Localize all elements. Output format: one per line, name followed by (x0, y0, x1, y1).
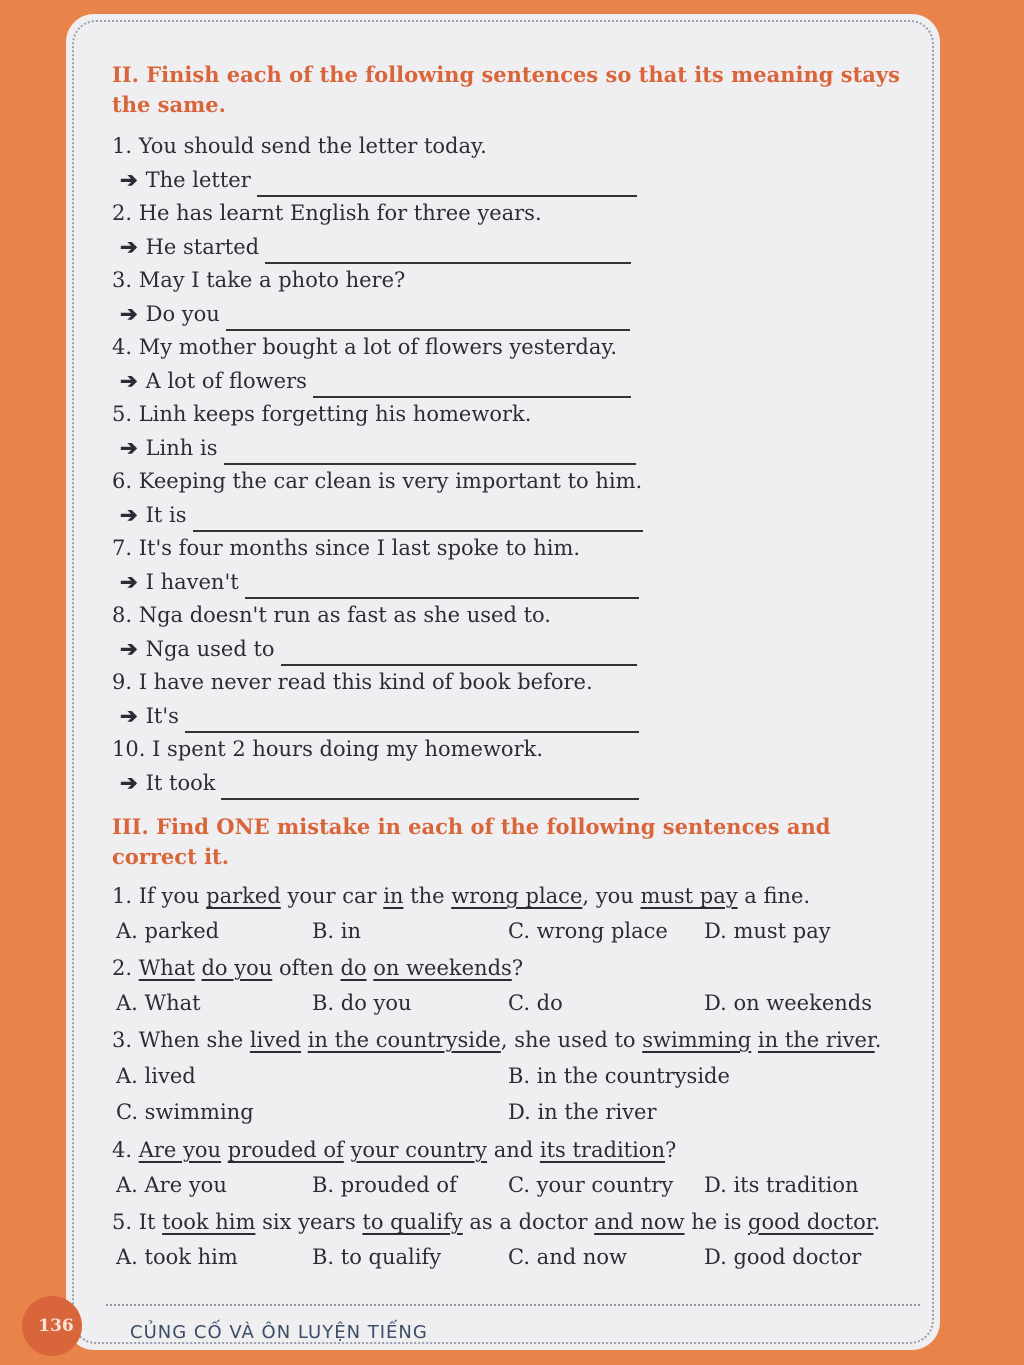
answer-prompt-1: The letter (145, 168, 251, 192)
arrow-icon: ➔ (120, 234, 138, 259)
blank-8[interactable] (281, 642, 637, 666)
question-3: 3. May I take a photo here? (112, 268, 406, 292)
option-d[interactable]: D. on weekends (704, 991, 873, 1015)
answer-line-6 (120, 498, 902, 532)
blank-4[interactable] (313, 374, 631, 398)
mc-question-1: 1. If you parked your car in the wrong place, you must pay a fine. (112, 884, 811, 908)
arrow-icon: ➔ (120, 167, 138, 192)
option-a[interactable]: A. lived (116, 1064, 196, 1088)
question-5: 5. Linh keeps forgetting his homework. (112, 402, 532, 426)
blank-7[interactable] (245, 575, 639, 599)
option-b[interactable]: B. in the countryside (508, 1064, 730, 1088)
workbook-page (66, 14, 940, 1350)
question-8: 8. Nga doesn't run as fast as she used to. (112, 603, 551, 627)
page-content (112, 60, 902, 1276)
option-a[interactable]: A. What (116, 991, 201, 1015)
mc-options-1 (116, 914, 902, 948)
mc-question-2: 2. What do you often do on weekends? (112, 956, 524, 980)
option-a[interactable]: A. parked (116, 919, 220, 943)
answer-prompt-5: Linh is (145, 436, 218, 460)
arrow-icon: ➔ (120, 502, 138, 527)
blank-5[interactable] (224, 441, 636, 465)
blank-10[interactable] (221, 776, 639, 800)
answer-line-4 (120, 364, 902, 398)
section-3-title: III. Find ONE mistake in each of the following sentences and correct it. (112, 814, 831, 869)
mc-options-5 (116, 1240, 902, 1274)
answer-line-9 (120, 699, 902, 733)
answer-line-2 (120, 230, 902, 264)
answer-prompt-10: It took (145, 771, 216, 795)
question-1: 1. You should send the letter today. (112, 134, 487, 158)
arrow-icon: ➔ (120, 636, 138, 661)
option-d[interactable]: D. must pay (704, 919, 831, 943)
blank-2[interactable] (265, 240, 631, 264)
arrow-icon: ➔ (120, 301, 138, 326)
option-a[interactable]: A. Are you (116, 1173, 227, 1197)
question-2: 2. He has learnt English for three years. (112, 201, 542, 225)
section-3-exercises (112, 878, 902, 1274)
arrow-icon: ➔ (120, 770, 138, 795)
answer-line-1 (120, 163, 902, 197)
answer-line-10 (120, 766, 902, 800)
option-b[interactable]: B. in (312, 919, 362, 943)
question-10: 10. I spent 2 hours doing my homework. (112, 737, 544, 761)
question-9: 9. I have never read this kind of book before. (112, 670, 593, 694)
question-4: 4. My mother bought a lot of flowers yesterday. (112, 335, 618, 359)
question-7: 7. It's four months since I last spoke to him. (112, 536, 581, 560)
blank-9[interactable] (185, 709, 639, 733)
page-number-badge: 136 (22, 1296, 82, 1356)
answer-line-5 (120, 431, 902, 465)
footer-divider (106, 1304, 920, 1306)
book-title: CỦNG CỐ VÀ ÔN LUYỆN TIẾNG (130, 1322, 428, 1343)
section-2-exercises (112, 130, 902, 800)
mc-options-3 (116, 1058, 902, 1130)
question-6: 6. Keeping the car clean is very important to him. (112, 469, 643, 493)
option-d[interactable]: D. its tradition (704, 1173, 859, 1197)
mc-options-2 (116, 986, 902, 1020)
option-d[interactable]: D. good doctor (704, 1245, 862, 1269)
mc-options-4 (116, 1168, 902, 1202)
mc-question-5: 5. It took him six years to qualify as a doctor and now he is good doctor. (112, 1210, 881, 1234)
arrow-icon: ➔ (120, 368, 138, 393)
blank-3[interactable] (226, 307, 630, 331)
arrow-icon: ➔ (120, 569, 138, 594)
answer-line-7 (120, 565, 902, 599)
answer-prompt-4: A lot of flowers (145, 369, 307, 393)
answer-prompt-3: Do you (145, 302, 220, 326)
arrow-icon: ➔ (120, 435, 138, 460)
mc-question-3: 3. When she lived in the countryside, she used to swimming in the river. (112, 1028, 882, 1052)
blank-6[interactable] (193, 508, 643, 532)
option-d[interactable]: D. in the river (508, 1100, 657, 1124)
section-2-title: II. Finish each of the following sentences so that its meaning stays the same. (112, 62, 900, 117)
option-c[interactable]: C. and now (508, 1245, 627, 1269)
option-b[interactable]: B. to qualify (312, 1245, 442, 1269)
option-c[interactable]: C. wrong place (508, 919, 668, 943)
answer-line-3 (120, 297, 902, 331)
option-c[interactable]: C. your country (508, 1173, 674, 1197)
answer-prompt-6: It is (145, 503, 187, 527)
answer-prompt-9: It's (145, 704, 179, 728)
option-c[interactable]: C. swimming (116, 1100, 254, 1124)
answer-line-8 (120, 632, 902, 666)
answer-prompt-8: Nga used to (145, 637, 275, 661)
mc-question-4: 4. Are you prouded of your country and its tradition? (112, 1138, 677, 1162)
option-b[interactable]: B. prouded of (312, 1173, 457, 1197)
arrow-icon: ➔ (120, 703, 138, 728)
blank-1[interactable] (257, 173, 637, 197)
page-footer (66, 1298, 940, 1350)
option-c[interactable]: C. do (508, 991, 563, 1015)
option-a[interactable]: A. took him (116, 1245, 238, 1269)
option-b[interactable]: B. do you (312, 991, 412, 1015)
answer-prompt-2: He started (145, 235, 260, 259)
answer-prompt-7: I haven't (145, 570, 239, 594)
